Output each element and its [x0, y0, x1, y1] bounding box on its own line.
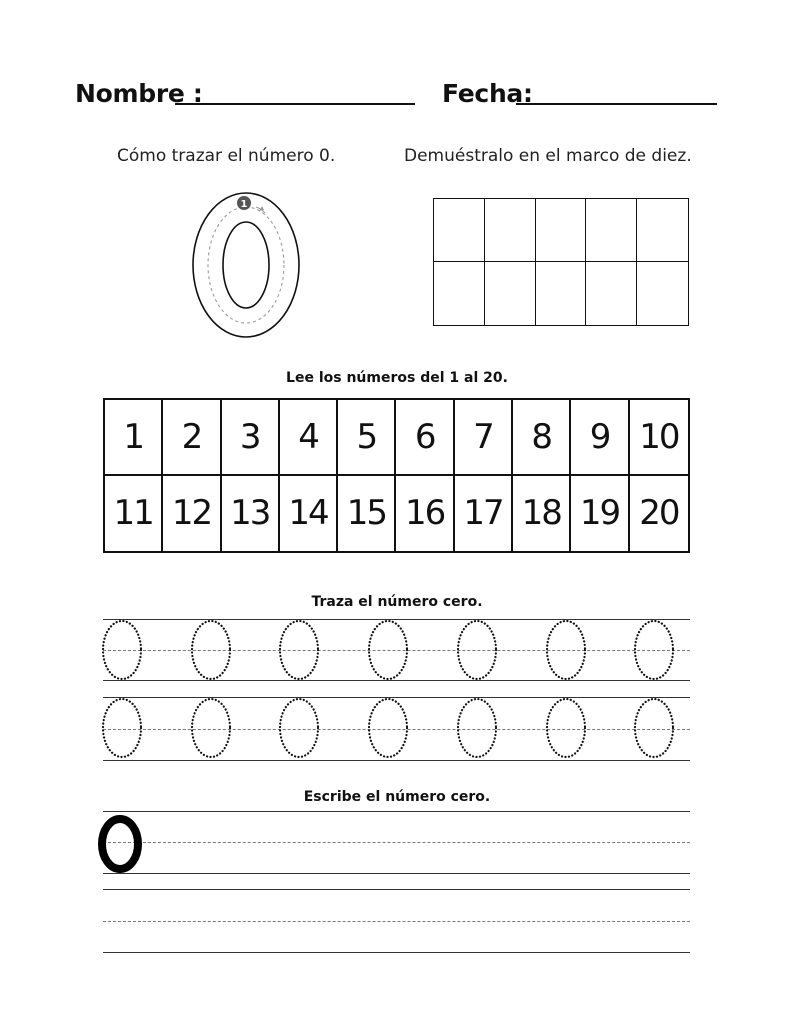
- example-zero: [96, 812, 148, 876]
- ten-frame-cell[interactable]: [434, 199, 485, 262]
- dotted-zero[interactable]: [543, 618, 589, 682]
- ten-frame-cell[interactable]: [536, 199, 587, 262]
- ten-frame-cell[interactable]: [536, 262, 587, 325]
- write-line-top[interactable]: [103, 889, 690, 890]
- trace-line-base: [103, 760, 690, 761]
- number-cell: 17: [455, 476, 513, 552]
- dotted-zero[interactable]: [365, 696, 411, 760]
- ten-frame-cell[interactable]: [434, 262, 485, 325]
- dotted-zero[interactable]: [99, 696, 145, 760]
- number-cell: 11: [105, 476, 163, 552]
- dotted-zero[interactable]: [188, 696, 234, 760]
- number-cell: 15: [338, 476, 396, 552]
- number-cell: 16: [396, 476, 454, 552]
- name-label: Nombre :: [75, 79, 203, 108]
- write-line-base[interactable]: [103, 873, 690, 874]
- number-cell: 2: [163, 400, 221, 476]
- number-cell: 18: [513, 476, 571, 552]
- date-label: Fecha:: [442, 79, 533, 108]
- number-cell: 3: [222, 400, 280, 476]
- dotted-zero[interactable]: [454, 618, 500, 682]
- number-cell: 6: [396, 400, 454, 476]
- number-cell: 20: [639, 493, 679, 534]
- ten-frame-cell[interactable]: [485, 199, 536, 262]
- number-chart: [103, 398, 690, 553]
- read-numbers-title: Lee los números del 1 al 20.: [286, 370, 508, 386]
- ten-frame-cell[interactable]: [586, 199, 637, 262]
- number-cell: 7: [455, 400, 513, 476]
- dotted-zero[interactable]: [188, 618, 234, 682]
- write-line-base[interactable]: [103, 952, 690, 953]
- dotted-zero[interactable]: [365, 618, 411, 682]
- write-line-mid[interactable]: [103, 842, 690, 843]
- number-cell: 10: [630, 400, 688, 476]
- number-cell: 9: [571, 400, 629, 476]
- write-line-mid[interactable]: [103, 921, 690, 922]
- date-field-line[interactable]: [516, 103, 717, 105]
- ten-frame-cell[interactable]: [485, 262, 536, 325]
- tracing-model-zero: [186, 185, 306, 345]
- number-cell: 12: [163, 476, 221, 552]
- ten-frame-cell[interactable]: [586, 262, 637, 325]
- number-cell: 8: [513, 400, 571, 476]
- number-cell: 13: [222, 476, 280, 552]
- trace-zero-title: Traza el número cero.: [311, 594, 483, 610]
- write-zero-title: Escribe el número cero.: [303, 789, 491, 805]
- ten-frame-instruction: Demuéstralo en el marco de diez.: [404, 146, 692, 166]
- number-cell: 19: [571, 476, 629, 552]
- dotted-zero[interactable]: [276, 696, 322, 760]
- number-cell: 14: [280, 476, 338, 552]
- ten-frame: [433, 198, 689, 326]
- ten-frame-cell[interactable]: [637, 262, 688, 325]
- dotted-zero[interactable]: [99, 618, 145, 682]
- number-cell: 1: [105, 400, 163, 476]
- dotted-zero[interactable]: [276, 618, 322, 682]
- dotted-zero[interactable]: [631, 696, 677, 760]
- number-cell: 4: [280, 400, 338, 476]
- dotted-zero[interactable]: [543, 696, 589, 760]
- number-cell: 5: [338, 400, 396, 476]
- name-field-line[interactable]: [175, 103, 415, 105]
- dotted-zero[interactable]: [631, 618, 677, 682]
- ten-frame-cell[interactable]: [637, 199, 688, 262]
- dotted-zero[interactable]: [454, 696, 500, 760]
- step-marker-number: 1: [240, 199, 248, 210]
- write-line-top[interactable]: [103, 811, 690, 812]
- how-to-trace-instruction: Cómo trazar el número 0.: [117, 146, 336, 166]
